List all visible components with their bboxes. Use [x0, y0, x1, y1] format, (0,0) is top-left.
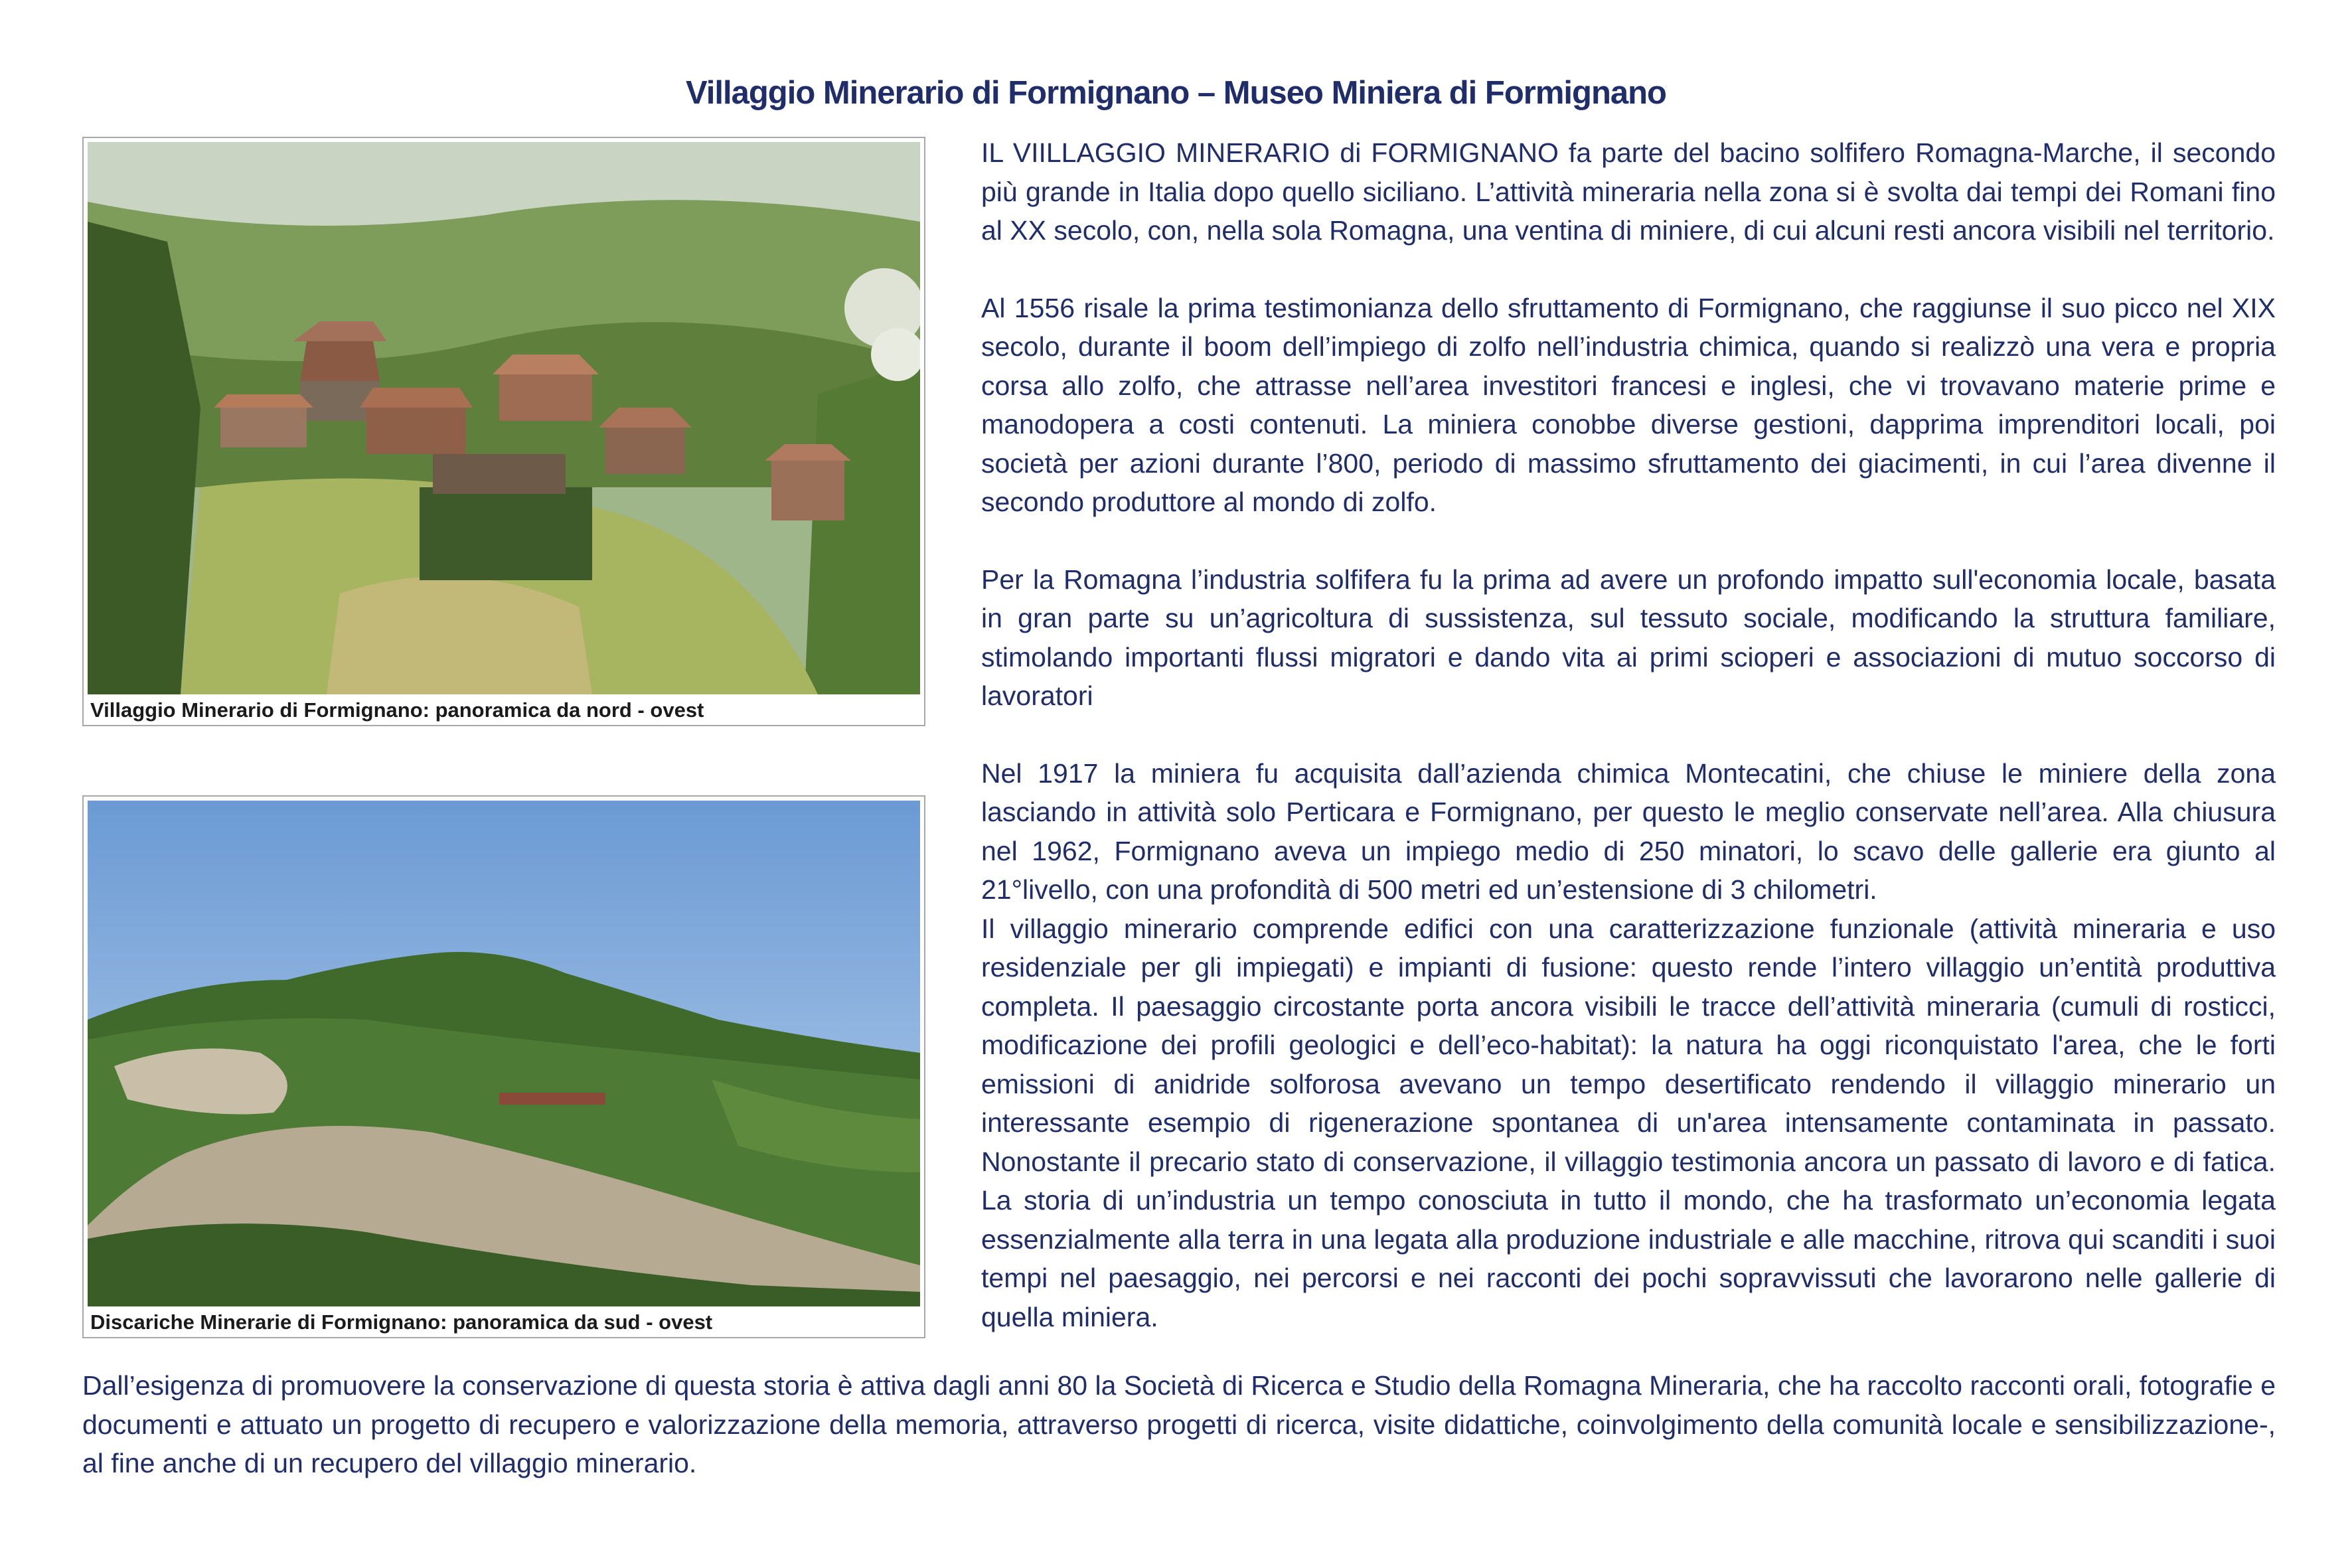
paragraph-montecatini: Nel 1917 la miniera fu acquisita dall’azienda chimica Montecatini, che chiuse le miniere della zona lasciando in attività solo Perticara e Formignano, per questo le meglio conservate nell’area. Alla chiusura nel 1962, Formignano aveva un impiego medio di 250 minatori, lo scavo delle gallerie era giunto al 21°livello, con una profondità di 500 metri ed un’estensione di 3 chilometri.: [981, 757, 2276, 905]
figure-caption: Villaggio Minerario di Formignano: panoramica da nord - ovest: [90, 698, 704, 722]
paragraph-impact: Per la Romagna l’industria solfifera fu la prima ad avere un profondo impatto sull'economia locale, basata in gran parte su un’agricoltura di sussistenza, sul tessuto sociale, modificando la struttura familiare, stimolando importanti flussi migratori e dando vita ai primi scioperi e associazioni di mutuo soccorso di lavoratori: [981, 564, 2276, 711]
paragraph-history: Al 1556 risale la prima testimonianza dello sfruttamento di Formignano, che raggiunse il suo picco nel XIX secolo, durante il boom dell’impiego di zolfo nell’industria chimica, quando si realizzò una vera e propria corsa allo zolfo, che attrasse nell’area investitori francesi e inglesi, che vi trovavano materie prime e manodopera a costi contenuti. La miniera conobbe diverse gestioni, dapprima imprenditori locali, poi società per azioni durante l’800, periodo di massimo sfruttamento dei giacimenti, in cui l’area divenne il secondo produttore al mondo di zolfo.: [981, 292, 2276, 517]
paragraph-village: Il villaggio minerario comprende edifici con una caratterizzazione funzionale (attività mineraria e uso residenziale per gli impiegati) e impianti di fusione: questo rende l’intero villaggio un’entità produttiva completa. Il paesaggio circostante porta ancora visibili le tracce dell’attività mineraria (cumuli di rosticci, modificazione dei profili geologici e dell’eco-habitat): la natura ha oggi riconquistato l'area, che le forti emissioni di anidride solforosa avevano un tempo desertificato rendendo il villaggio minerario un interessante esempio di rigenerazione spontanea di un'area intensamente contaminata in passato. Nonostante il precario stato di conservazione, il villaggio testimonia ancora un passato di lavoro e di fatica. La storia di un’industria un tempo conosciuta in tutto il mondo, che ha trasformato un’economia legata essenzialmente alla terra in una legata alla produzione industriale e alle macchine, ritrova qui scanditi i suoi tempi nel paesaggio, nei percorsi e nei racconti dei pochi sopravvissuti che lavorarono nelle gallerie di quella miniera.: [981, 913, 2276, 1332]
page-title: Villaggio Minerario di Formignano – Museo Miniera di Formignano: [685, 75, 1666, 111]
article-column: [981, 133, 2276, 1336]
figure-caption: Discariche Minerarie di Formignano: panoramica da sud - ovest: [90, 1310, 713, 1334]
figure-village: [82, 137, 925, 726]
figure-dumps: [82, 795, 925, 1338]
dumps-photo: [88, 801, 920, 1306]
paragraph-conclusion: Dall’esigenza di promuovere la conservazione di questa storia è attiva dagli anni 80 la Società di Ricerca e Studio della Romagna Mineraria, che ha raccolto racconti orali, fotografie e documenti e attuato un progetto di recupero e valorizzazione della memoria, attraverso progetti di ricerca, visite didattiche, coinvolgimento della comunità locale e sensibilizzazione-, al fine anche di un recupero del villaggio minerario.: [82, 1370, 2276, 1478]
paragraph-intro: IL VIILLAGGIO MINERARIO di FORMIGNANO fa parte del bacino solfifero Romagna-Marche, il secondo più grande in Italia dopo quello siciliano. L’attività mineraria nella zona si è svolta dai tempi dei Romani fino al XX secolo, con, nella sola Romagna, una ventina di miniere, di cui alcuni resti ancora visibili nel territorio.: [981, 137, 2276, 246]
village-photo: [88, 142, 920, 694]
